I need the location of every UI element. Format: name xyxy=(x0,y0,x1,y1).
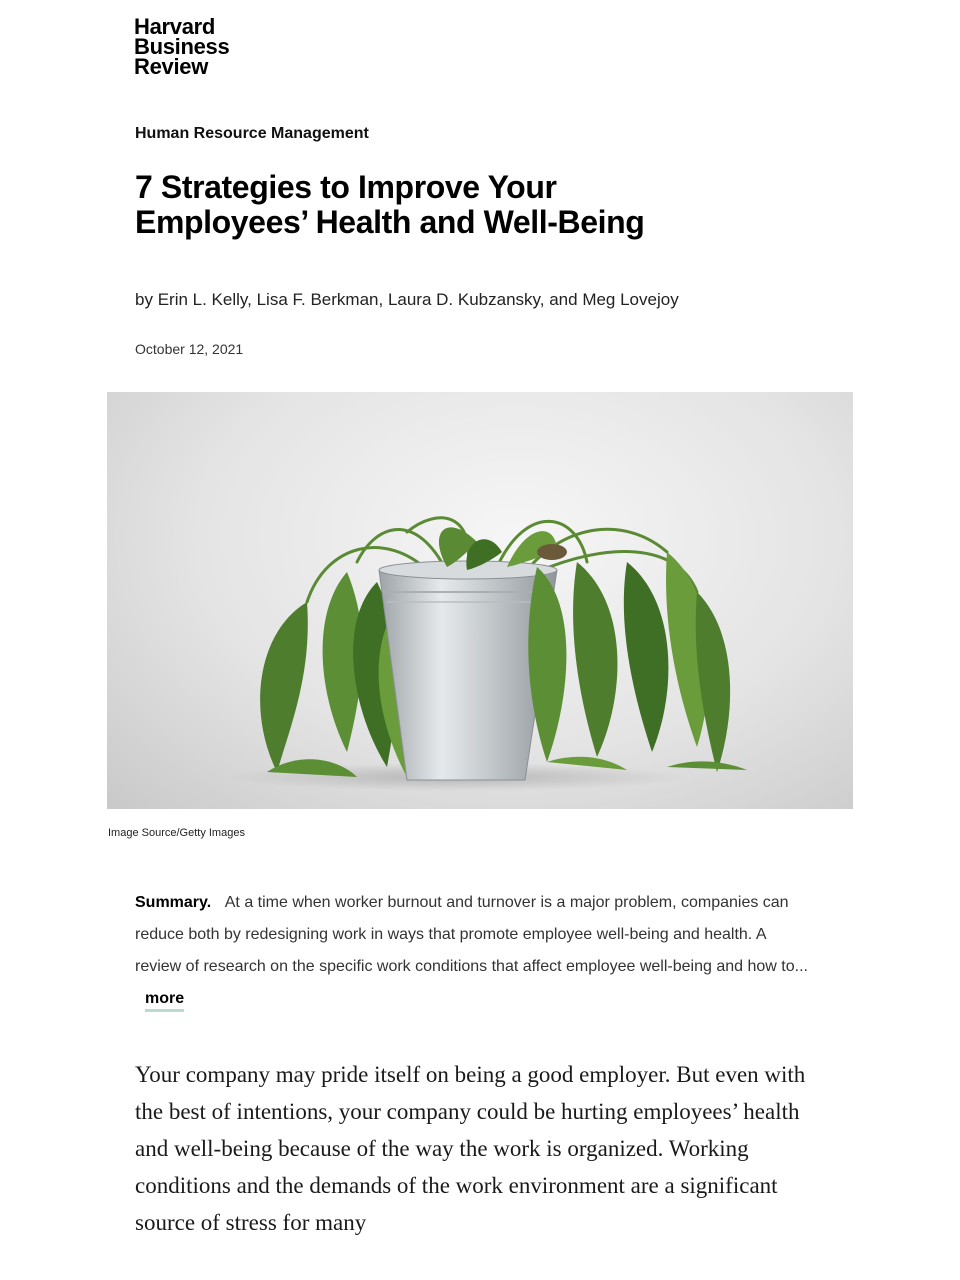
byline-separator: , and xyxy=(539,290,583,309)
summary-block xyxy=(135,887,815,1015)
author-link[interactable]: Lisa F. Berkman xyxy=(256,290,379,309)
publish-date: October 12, 2021 xyxy=(135,341,244,357)
logo-line-2: Business xyxy=(134,34,230,59)
author-link[interactable]: Laura D. Kubzansky xyxy=(387,290,540,309)
author-link[interactable]: Erin L. Kelly xyxy=(157,290,248,309)
byline-separator: , xyxy=(247,290,257,309)
author-link[interactable]: Meg Lovejoy xyxy=(582,290,679,309)
logo-line-1: Harvard xyxy=(134,14,216,39)
hero-image xyxy=(107,392,853,809)
hbr-logo[interactable] xyxy=(134,14,230,79)
byline-separator: , xyxy=(378,290,388,309)
article-body-paragraph: Your company may pride itself on being a good employer. But even with the best of intentions, your company could be hurting employees’ health and well-being because of the way the work is organized. Working conditions and the demands of the work environment are a significant source of stress for many xyxy=(135,1062,806,1235)
more-button[interactable]: more xyxy=(145,990,184,1012)
topic-link[interactable]: Human Resource Management xyxy=(135,125,369,142)
byline xyxy=(135,290,679,310)
wilted-plant-illustration xyxy=(107,392,853,809)
image-credit: Image Source/Getty Images xyxy=(108,827,245,839)
summary-label: Summary. xyxy=(135,894,212,911)
byline-prefix: by xyxy=(135,290,158,309)
logo-line-3: Review xyxy=(134,54,209,79)
summary-text: At a time when worker burnout and turnover is a major problem, companies can reduce both by redesigning work in ways that promote employee well-being and health. A review of research on the specific work conditions that affect employee well-being and how to... xyxy=(135,894,808,975)
article-title: 7 Strategies to Improve Your Employees’ Health and Well-Being xyxy=(135,169,645,240)
